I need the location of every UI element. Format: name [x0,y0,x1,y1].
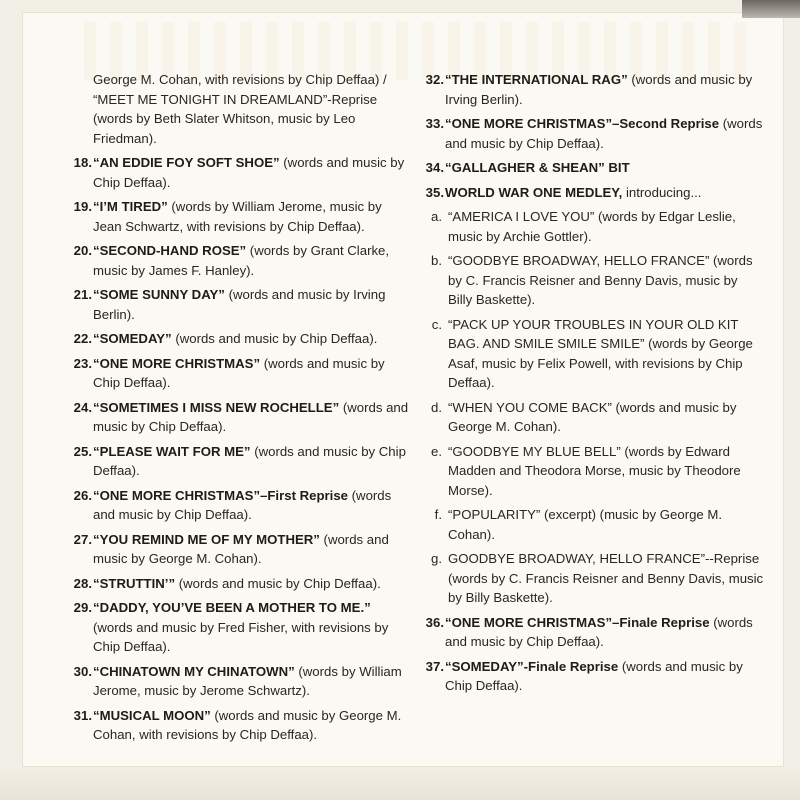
track-entry [68,153,413,192]
track-number: 25. [73,443,92,459]
track-title: “AN EDDIE FOY SOFT SHOE” [93,155,280,170]
track-entry [420,158,765,178]
track-entry [68,241,413,280]
track-entry [68,662,413,701]
track-entry [68,530,413,569]
track-title: “CHINATOWN MY CHINATOWN” [93,663,295,679]
bottom-margin [0,767,800,800]
track-details: (words and music by Chip Deffaa). [93,155,405,190]
track-entry [68,598,413,657]
medley-letter: b. [431,253,442,268]
medley-item [420,207,765,246]
track-number: 27. [73,531,92,547]
medley-letter: a. [431,209,442,224]
left-column [68,70,413,750]
track-number: 28. [73,575,92,591]
medley-text: GOODBYE BROADWAY, HELLO FRANCE”--Reprise (words by C. Francis Reisner and Benny Davis, music by Billy Baskette). [448,551,764,605]
medley-item [420,442,765,501]
medley-letter: c. [431,316,442,332]
track-details: (words and music by Chip Deffaa). [93,487,392,522]
track-number: 33. [425,116,444,131]
track-title: “ONE MORE CHRISTMAS”–Second Reprise [445,116,720,131]
track-number: 22. [73,331,92,346]
page-edge-shadow [742,0,800,18]
track-entry [420,657,765,696]
medley-item [420,398,765,437]
track-details: (words and music by Chip Deffaa). [445,658,743,693]
track-entry [420,114,765,153]
track-number: 20. [73,243,92,258]
medley-text: “PACK UP YOUR TROUBLES IN YOUR OLD KIT BAG. AND SMILE SMILE SMILE” (words by George Asaf, music by Felix Powell, with revisions by Chip Deffaa). [448,316,753,390]
track-details: (words and music by Irving Berlin). [445,72,753,107]
medley-item [420,549,765,608]
track-title: “THE INTERNATIONAL RAG” [445,72,628,87]
track-number: 29. [73,600,92,615]
track-title: “ONE MORE CHRISTMAS” [93,355,261,371]
medley-item [420,251,765,310]
track-entry-continued [68,70,413,148]
track-entry [420,183,765,203]
medley-text: “GOODBYE BROADWAY, HELLO FRANCE” (words by C. Francis Reisner and Benny Davis, music by Billy Baskette). [448,253,753,307]
track-number: 31. [73,707,92,723]
track-entry [68,285,413,324]
medley-letter: e. [431,443,442,459]
track-title: “PLEASE WAIT FOR ME” [93,443,251,459]
track-entry [68,486,413,525]
track-number: 36. [425,614,444,630]
medley-item [420,505,765,544]
track-title: “SECOND-HAND ROSE” [93,243,247,258]
track-title: “I’M TIRED” [93,199,168,214]
track-number: 32. [425,72,444,87]
track-details: (words and music by Chip Deffaa). [93,399,409,434]
track-details: (words and music by Chip Deffaa). [93,443,406,478]
track-number: 21. [73,287,92,302]
track-details: (words by Grant Clarke, music by James F. Hanley). [93,243,390,278]
track-details: (words and music by George M. Cohan, with revisions by Chip Deffaa). [93,707,402,742]
track-details: (words by William Jerome, music by Jean Schwartz, with revisions by Chip Deffaa). [93,199,382,234]
medley-text: “GOODBYE MY BLUE BELL” (words by Edward Madden and Theodora Morse, music by Theodore Morse). [448,443,741,498]
track-number: 34. [425,160,444,175]
track-title: “SOMEDAY”-Finale Reprise [445,658,619,674]
track-entry [420,70,765,109]
track-number: 19. [73,199,92,214]
track-details: introducing... [622,184,702,200]
track-number: 23. [73,355,92,371]
medley-letter: g. [431,551,442,566]
medley-letter: d. [431,399,442,415]
track-title: “ONE MORE CHRISTMAS”–Finale Reprise [445,614,710,630]
track-details: (words and music by Chip Deffaa). [445,614,753,649]
track-title: “ONE MORE CHRISTMAS”–First Reprise [93,487,348,503]
medley-item [420,315,765,393]
track-entry [68,354,413,393]
track-title: “GALLAGHER & SHEAN” BIT [445,160,630,175]
track-title: “DADDY, YOU’VE BEEN A MOTHER TO ME.” [93,600,371,615]
right-column [420,70,765,701]
track-details: (words and music by Chip Deffaa). [93,355,385,390]
track-details: (words and music by Chip Deffaa). [171,331,378,346]
track-details: (words and music by Irving Berlin). [93,287,386,322]
medley-text: “AMERICA I LOVE YOU” (words by Edgar Leslie, music by Archie Gottler). [448,209,736,244]
track-entry [420,613,765,652]
track-details: (words and music by George M. Cohan). [93,531,389,566]
track-title: “YOU REMIND ME OF MY MOTHER” [93,531,320,547]
track-title: “SOMETIMES I MISS NEW ROCHELLE” [93,399,340,415]
track-title: WORLD WAR ONE MEDLEY, [445,184,623,200]
track-entry [68,398,413,437]
track-details: (words by William Jerome, music by Jerome Schwartz). [93,663,402,698]
track-details: (words and music by Fred Fisher, with revisions by Chip Deffaa). [93,619,389,654]
track-title: “SOMEDAY” [93,331,172,346]
track-number: 24. [73,399,92,415]
track-title: “STRUTTIN’” [93,575,176,591]
track-title: “MUSICAL MOON” [93,707,211,723]
track-entry [68,706,413,745]
track-entry [68,574,413,594]
track-details: (words and music by Chip Deffaa). [445,116,763,151]
track-number: 30. [73,663,92,679]
track-title: “SOME SUNNY DAY” [93,287,225,302]
medley-letter: f. [434,507,442,522]
medley-text: “POPULARITY” (excerpt) (music by George M. Cohan). [448,507,723,542]
track-entry [68,442,413,481]
track-entry [68,197,413,236]
track-details: George M. Cohan, with revisions by Chip Deffaa) / “MEET ME TONIGHT IN DREAMLAND”-Reprise (words by Beth Slater Whitson, music by Leo Friedman). [93,72,387,146]
track-details: (words and music by Chip Deffaa). [175,575,381,591]
track-number: 18. [73,155,92,170]
track-number: 26. [73,487,92,503]
track-number: 37. [425,658,444,674]
medley-text: “WHEN YOU COME BACK” (words and music by George M. Cohan). [448,399,737,434]
track-entry [68,329,413,349]
track-number: 35. [425,184,444,200]
